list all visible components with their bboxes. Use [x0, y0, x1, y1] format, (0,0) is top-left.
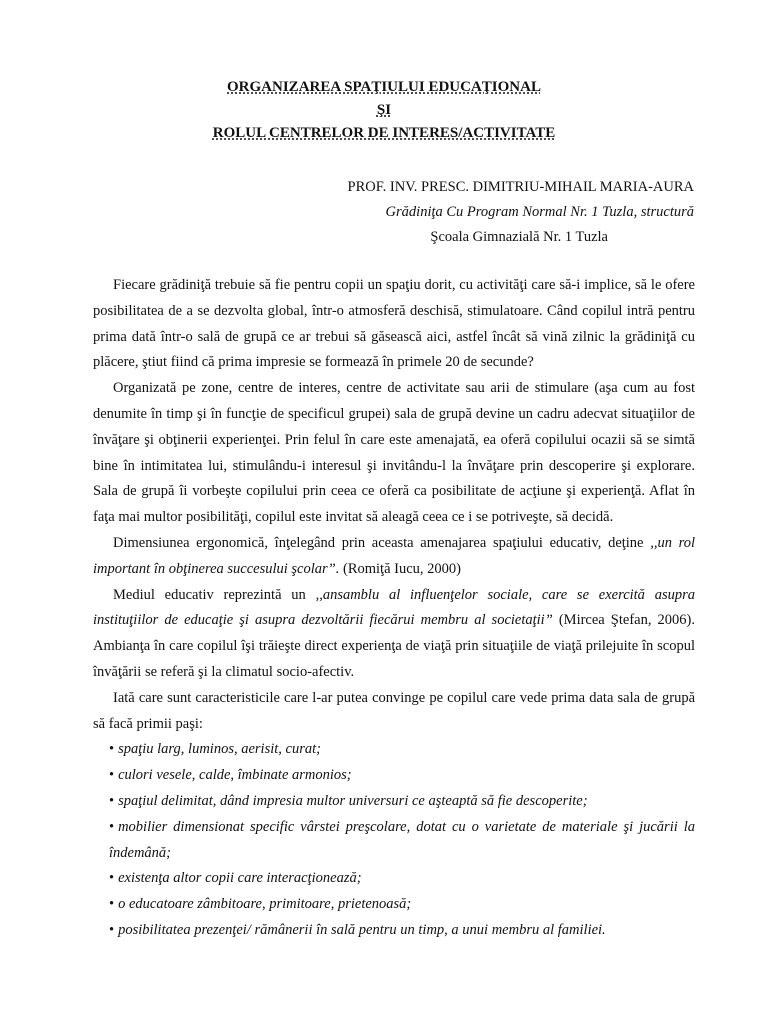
- title-line-3: ROLUL CENTRELOR DE INTERES/ACTIVITATE: [212, 125, 556, 141]
- bullet-icon: •: [109, 818, 115, 835]
- title-line-2: ŞI: [376, 102, 392, 118]
- bullet-icon: •: [109, 870, 115, 887]
- list-item: • mobilier dimensionat specific vârstei preşcolare, dotat cu o varietate de materiale şi jucării la îndemână;: [109, 818, 695, 861]
- list-item: • culori vesele, calde, îmbinate armonios;: [109, 767, 352, 784]
- quote-iucu: ,,un rol important în obţinerea succesului şcolar”.: [93, 534, 695, 577]
- bullet-icon: •: [109, 741, 115, 758]
- quote-stefan: ,,ansamblu al influenţelor sociale, care se exercită asupra instituţiilor de educaţie şi asupra dezvoltării fiecărui membru al societaţii”: [93, 586, 695, 629]
- document-title: [0, 76, 768, 145]
- paragraph-4: Mediul educativ reprezintă un ,,ansamblu al influenţelor sociale, care se exercită asupra instituţiilor de educaţie şi asupra dezvoltării fiecărui membru al societaţii” (Mircea Ştefan, 2006). Ambianţa în care copilul îşi trăieşte direct experienţa de viaţă prin situaţiile de viaţă prilejuite în scopul învăţării se referă şi la climatul socio-afectiv.: [93, 586, 695, 680]
- author-school: Şcoala Gimnazială Nr. 1 Tuzla: [430, 229, 608, 245]
- paragraph-3: Dimensiunea ergonomică, înţelegând prin aceasta amenajarea spaţiului educativ, deţine ,,un rol important în obţinerea succesului şcolar”. (Romiţă Iucu, 2000): [93, 534, 695, 577]
- bullet-icon: •: [109, 896, 115, 913]
- list-item: • existenţa altor copii care interacţionează;: [109, 870, 362, 887]
- list-item: • posibilitatea prezenţei/ rămânerii în sală pentru un timp, a unui membru al familiei.: [109, 921, 606, 938]
- document-body: [93, 273, 695, 944]
- author-name: PROF. INV. PRESC. DIMITRIU-MIHAIL MARIA-AURA: [347, 179, 694, 195]
- bullet-icon: •: [109, 767, 115, 784]
- paragraph-2: Organizată pe zone, centre de interes, centre de activitate sau arii de stimulare (aşa cum au fost denumite în timp şi în funcţie de specificul grupei) sala de grupă devine un cadru adecvat situaţiilor de învăţare şi obţinerii experienţei. Prin felul în care este amenajată, ea oferă copilului ocazii să se simtă bine în intimitatea lui, stimulându-i interesul şi invitându-l la învăţare prin descoperire şi explorare. Sala de grupă îi vorbeşte copilului prin ceea ce oferă ca posibilitate de acţiune şi experienţă. Aflat în faţa mai multor posibilităţi, copilul este invitat să aleagă ceea ce i se potriveşte, să decidă.: [93, 380, 695, 526]
- paragraph-1: Fiecare grădiniţă trebuie să fie pentru copii un spaţiu dorit, cu activităţi care să-i implice, să le ofere posibilitatea de a se dezvolta global, într-o atmosferă deschisă, stimulatoare. Când copilul intră pentru prima dată într-o sală de grupă ce ar trebui să găsească aici, astfel încât să vină zilnic la grădiniţă cu plăcere, ştiut fiind că prima impresie se formează în primele 20 de secunde?: [93, 277, 695, 371]
- list-item: • spaţiul delimitat, dând impresia multor universuri ce aşteaptă să fie descoperite;: [109, 792, 588, 809]
- author-affiliation: Grădiniţa Cu Program Normal Nr. 1 Tuzla, structură: [385, 204, 694, 220]
- title-line-1: ORGANIZAREA SPAŢIULUI EDUCAŢIONAL: [227, 79, 541, 95]
- bullet-icon: •: [109, 792, 115, 809]
- characteristics-list: [93, 737, 695, 943]
- author-block: [348, 175, 694, 250]
- list-item: • o educatoare zâmbitoare, primitoare, prietenoasă;: [109, 896, 412, 913]
- paragraph-5: Iată care sunt caracteristicile care l-ar putea convinge pe copilul care vede prima data sala de grupă să facă primii paşi:: [93, 689, 695, 732]
- bullet-icon: •: [109, 921, 115, 938]
- list-item: • spaţiu larg, luminos, aerisit, curat;: [109, 741, 321, 758]
